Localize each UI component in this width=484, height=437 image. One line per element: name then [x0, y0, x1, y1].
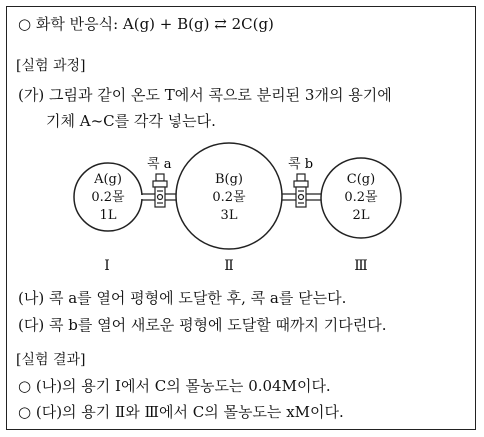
- vessel-3-moles: 0.2몰: [344, 190, 378, 205]
- vessel-1-gas: A(g): [94, 172, 122, 187]
- vessel-1-volume: 1L: [99, 208, 117, 223]
- procedure-step-na: (나) 콕 a를 열어 평형에 도달한 후, 콕 a를 닫는다.: [18, 289, 347, 307]
- vessel-1-moles: 0.2몰: [91, 190, 125, 205]
- vessel-3-gas: C(g): [346, 172, 376, 187]
- vessel-diagram: [0, 132, 484, 282]
- cock-b-label: 콕 b: [288, 157, 314, 172]
- vessel-2-numeral: Ⅱ: [224, 258, 234, 274]
- result-1: ○ (나)의 용기 Ⅰ에서 C의 몰농도는 0.04M이다.: [18, 377, 331, 395]
- results-heading: [실험 결과]: [16, 352, 86, 368]
- vessel-3-volume: 2L: [352, 208, 370, 223]
- vessel-2-gas: B(g): [214, 172, 244, 187]
- vessel-1-numeral: Ⅰ: [104, 258, 110, 274]
- vessel-2-volume: 3L: [220, 208, 238, 223]
- cock-a-icon[interactable]: [153, 174, 167, 207]
- cock-a-label: 콕 a: [147, 157, 172, 172]
- procedure-step-ga-line2: 기체 A~C를 각각 넣는다.: [46, 112, 216, 130]
- vessel-2-moles: 0.2몰: [212, 190, 246, 205]
- vessel-3-numeral: Ⅲ: [354, 258, 368, 274]
- procedure-step-ga-line1: (가) 그림과 같이 온도 T에서 콕으로 분리된 3개의 용기에: [18, 86, 392, 104]
- result-2: ○ (다)의 용기 Ⅱ와 Ⅲ에서 C의 몰농도는 xM이다.: [18, 403, 344, 421]
- reaction-equation: ○ 화학 반응식: A(g) + B(g) ⇄ 2C(g): [18, 15, 274, 33]
- cock-b-icon[interactable]: [294, 174, 308, 207]
- procedure-heading: [실험 과정]: [16, 58, 86, 74]
- procedure-step-da: (다) 콕 b를 열어 새로운 평형에 도달할 때까지 기다린다.: [18, 316, 387, 334]
